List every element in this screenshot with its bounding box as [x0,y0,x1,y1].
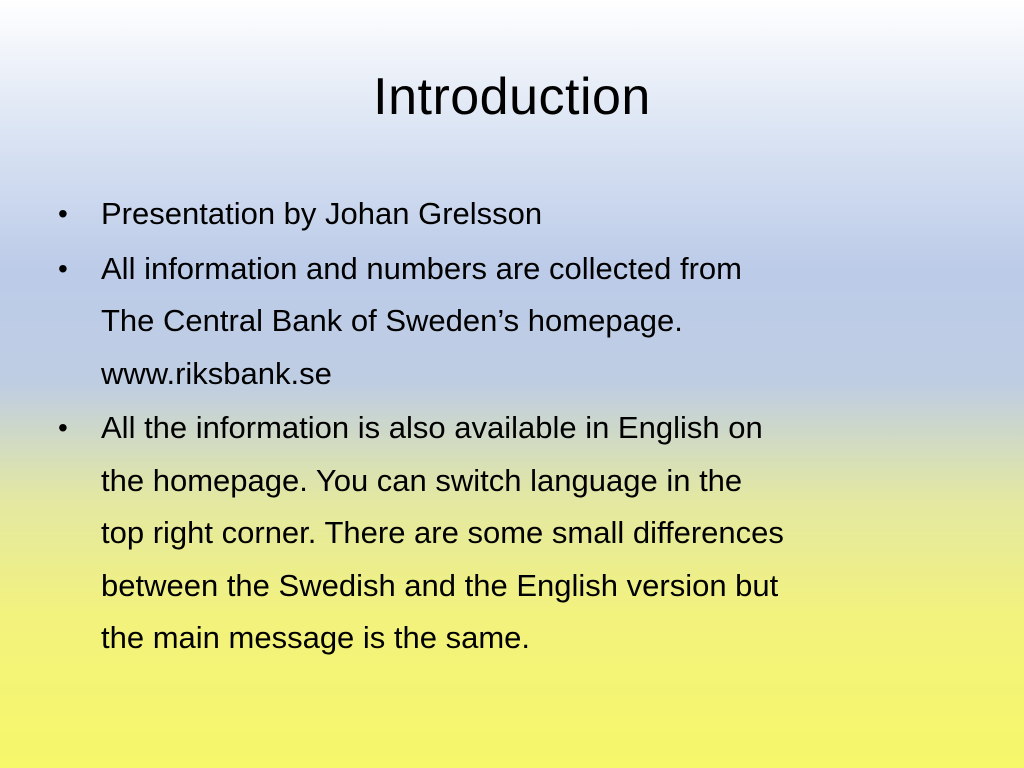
bullet-text-line: the main message is the same. [101,620,531,655]
bullet-list [56,188,986,667]
bullet-item-presenter [56,188,986,241]
bullet-text-line: between the Swedish and the English version but [101,567,779,603]
bullet-text-line: top right corner. There are some small differences [101,515,784,550]
bullet-item-source [56,243,986,401]
source-url: www.riksbank.se [101,355,332,391]
bullet-item-language-note [56,402,986,665]
bullet-icon: • [58,198,68,229]
slide-title: Introduction [373,68,651,126]
bullet-text-line: the homepage. You can switch language in the [101,462,743,498]
bullet-text-line: All information and numbers are collected from [101,250,742,286]
bullet-text-line: All the information is also available in English on [101,410,763,445]
bullet-icon: • [58,252,68,284]
bullet-text-line: Presentation by Johan Grelsson [101,196,543,231]
bullet-text-line: The Central Bank of Sweden’s homepage. [101,303,683,338]
bullet-icon: • [58,412,68,443]
